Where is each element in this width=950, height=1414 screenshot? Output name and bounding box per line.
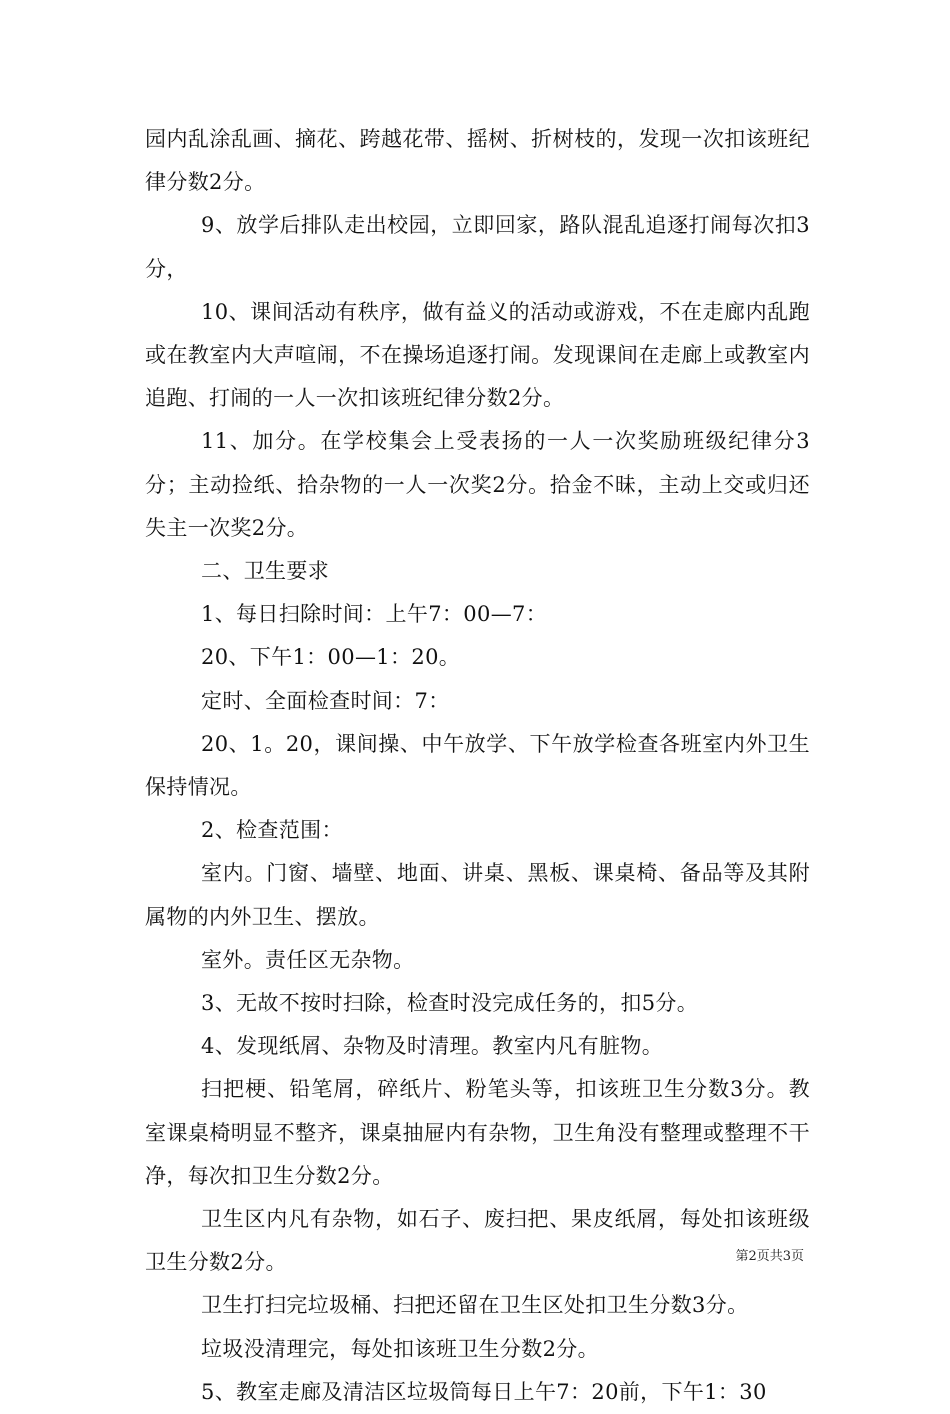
paragraph: 2、检查范围：	[201, 818, 343, 843]
paragraph: 5、教室走廊及清洁区垃圾筒每日上午7：20前，下午1：30	[201, 1379, 767, 1404]
paragraph: 9、放学后排队走出校园，立即回家，路队混乱追逐打闹每次扣3分，	[145, 213, 810, 281]
paragraph: 室内。门窗、墙壁、地面、讲桌、黑板、课桌椅、备品等及其附属物的内外卫生、摆放。	[145, 861, 810, 929]
page-number: 第2页共3页	[735, 1249, 804, 1264]
paragraph: 20、下午1：00—1：20。	[201, 645, 461, 670]
paragraph: 20、1。20，课间操、中午放学、下午放学检查各班室内外卫生保持情况。	[145, 731, 810, 800]
paragraph: 室外。责任区无杂物。	[201, 947, 415, 972]
paragraph: 1、每日扫除时间：上午7：00—7：	[201, 602, 548, 627]
paragraph: 扫把梗、铅笔屑，碎纸片、粉笔头等，扣该班卫生分数3分。教室课桌椅明显不整齐，课桌抽屉内有杂物，卫生角没有整理或整理不干净，每次扣卫生分数2分。	[145, 1077, 810, 1188]
paragraph: 卫生区内凡有杂物，如石子、废扫把、果皮纸屑，每处扣该班级卫生分数2分。	[145, 1207, 810, 1275]
paragraph: 4、发现纸屑、杂物及时清理。教室内凡有脏物。	[201, 1034, 664, 1059]
paragraph: 10、课间活动有秩序，做有益义的活动或游戏，不在走廊内乱跑或在教室内大声喧闹，不在操场追逐打闹。发现课间在走廊上或教室内追跑、打闹的一人一次扣该班纪律分数2分。	[145, 299, 810, 411]
paragraph: 垃圾没清理完，每处扣该班卫生分数2分。	[201, 1336, 600, 1361]
paragraph: 园内乱涂乱画、摘花、跨越花带、摇树、折树枝的，发现一次扣该班纪律分数2分。	[145, 127, 810, 195]
section-heading: 二、卫生要求	[201, 559, 330, 584]
paragraph: 卫生打扫完垃圾桶、扫把还留在卫生区处扣卫生分数3分。	[201, 1293, 749, 1318]
paragraph: 11、加分。在学校集会上受表扬的一人一次奖励班级纪律分3分；主动捡纸、拾杂物的一人一次奖2分。拾金不昧，主动上交或归还失主一次奖2分。	[145, 429, 810, 540]
document-body	[145, 118, 810, 1414]
paragraph: 3、无故不按时扫除，检查时没完成任务的，扣5分。	[201, 991, 699, 1016]
paragraph: 定时、全面检查时间：7：	[201, 688, 450, 713]
